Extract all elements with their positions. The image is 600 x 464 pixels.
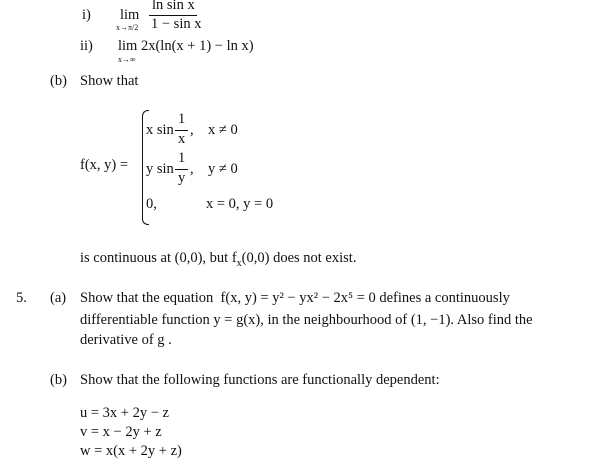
case1-frac-denominator: x — [178, 131, 186, 147]
item-i-numerator: ln sin x — [152, 0, 195, 13]
question-number: 5. — [16, 290, 27, 306]
item-i-denominator: 1 − sin x — [151, 16, 202, 32]
part-b-label: (b) — [50, 73, 67, 89]
item-ii-lim-subscript: x→∞ — [118, 55, 136, 64]
case2-condition: y ≠ 0 — [208, 161, 238, 177]
part-b-prompt: Show that — [80, 73, 139, 89]
case3-condition: x = 0, y = 0 — [206, 196, 274, 212]
q5a-line-2: differentiable function y = g(x), in the neighbourhood of (1, −1). Also find the — [80, 312, 533, 328]
case2-comma: , — [190, 161, 194, 177]
item-i-label: i) — [82, 7, 91, 23]
item-i-lim-subscript: x→π/2 — [116, 23, 139, 32]
item-ii-label: ii) — [80, 38, 93, 54]
conclusion-text: is continuous at (0,0), but f — [80, 250, 237, 266]
conclusion-tail: (0,0) does not exist. — [241, 250, 357, 266]
case2-frac-denominator: y — [178, 170, 186, 186]
case2-frac-numerator: 1 — [178, 150, 186, 166]
piecewise-lhs: f(x, y) = — [80, 157, 129, 173]
case3-expression: 0, — [146, 196, 157, 212]
case2-expression: y sin — [146, 161, 174, 177]
item-i-lim: lim — [120, 7, 140, 23]
case1-frac-numerator: 1 — [178, 111, 186, 127]
q5a-line-1 — [80, 290, 510, 307]
q5a-line-3: derivative of g . — [80, 332, 172, 348]
case1-expression: x sin — [146, 122, 174, 138]
q5-part-a-label: (a) — [50, 290, 67, 306]
q5a-line1-post: defines a continuously — [379, 290, 510, 306]
q5a-equation: f(x, y) = y² − yx² − 2x⁵ = 0 — [220, 290, 376, 306]
case1-comma: , — [190, 122, 194, 138]
continuity-conclusion — [80, 250, 356, 269]
case1-condition: x ≠ 0 — [208, 122, 238, 138]
u-equation: u = 3x + 2y − z — [80, 405, 169, 421]
q5a-line1-pre: Show that the equation — [80, 290, 214, 306]
conclusion-subscript: x — [236, 257, 242, 269]
q5b-prompt: Show that the following functions are functionally dependent: — [80, 372, 440, 388]
w-equation: w = x(x + 2y + z) — [80, 443, 182, 459]
q5-part-b-label: (b) — [50, 372, 67, 388]
item-ii-expression: lim 2x(ln(x + 1) − ln x) — [118, 38, 254, 54]
v-equation: v = x − 2y + z — [80, 424, 162, 440]
